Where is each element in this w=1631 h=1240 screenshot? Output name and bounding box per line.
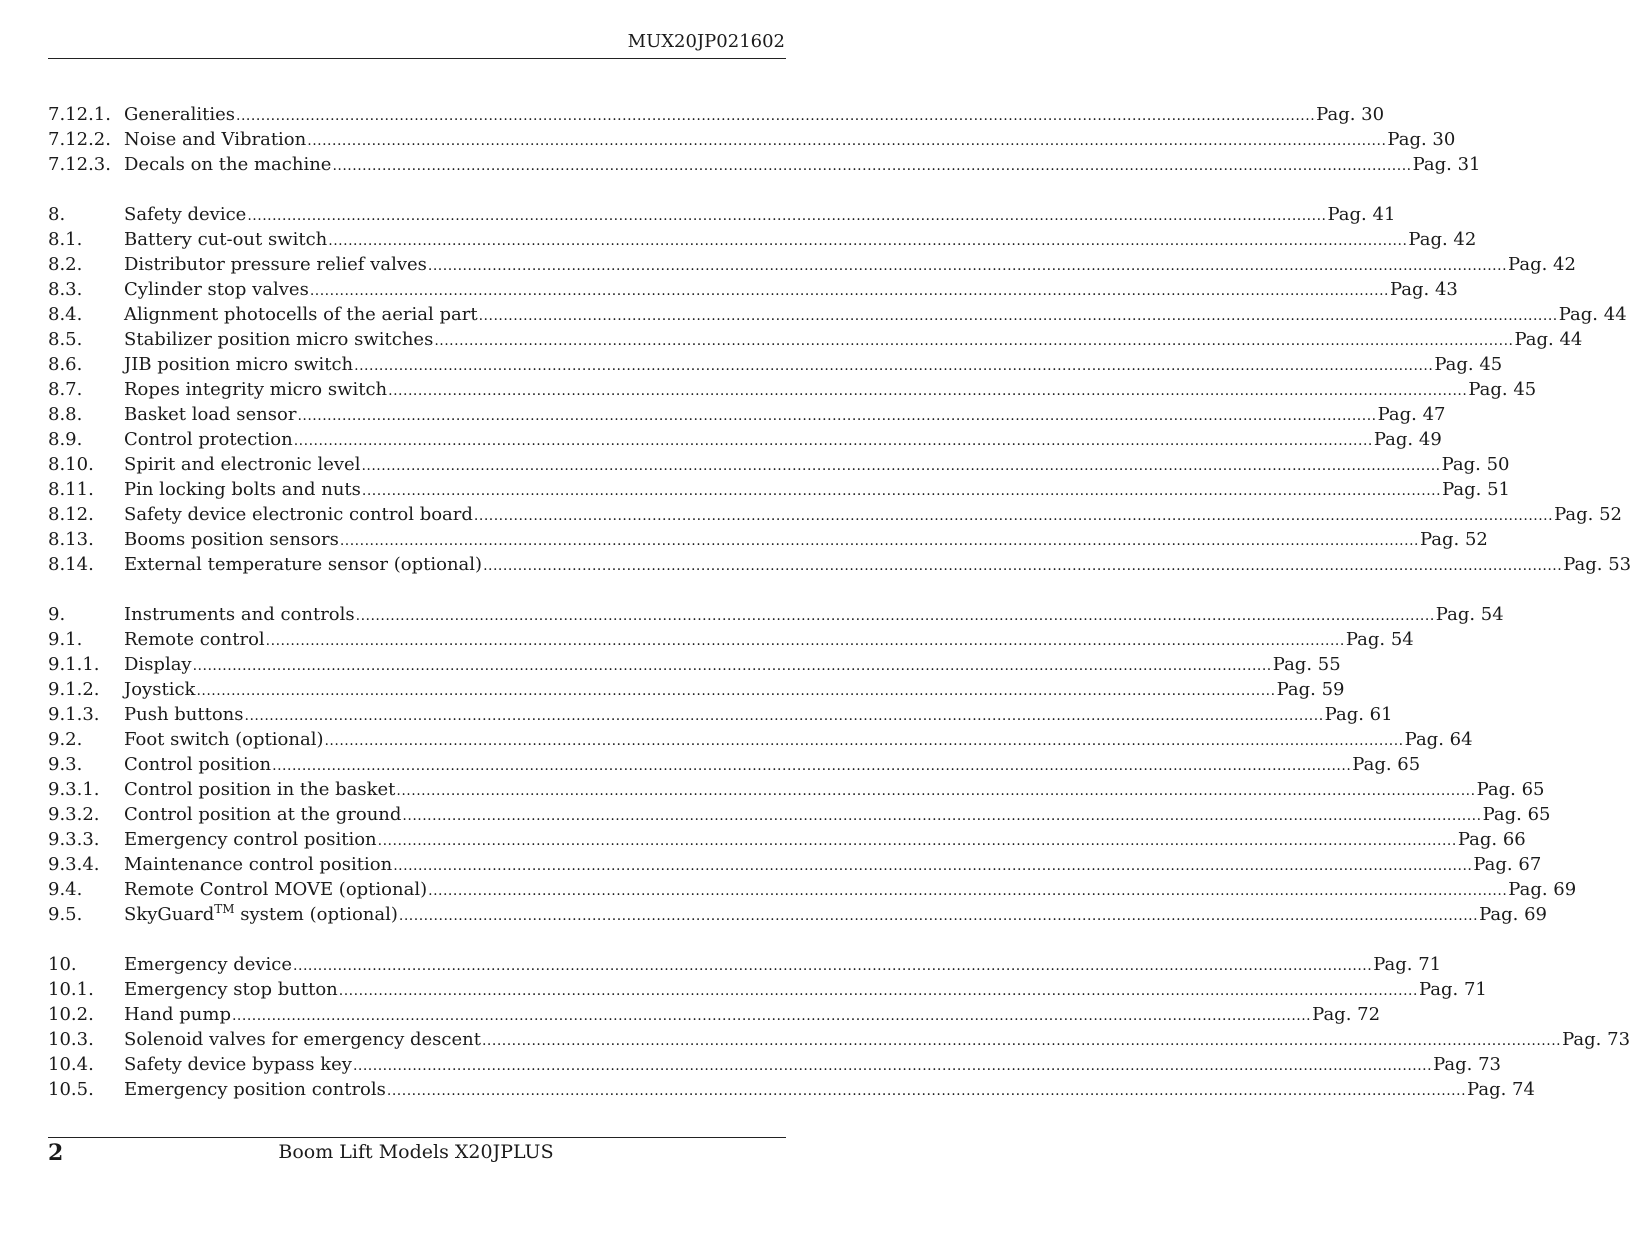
toc-entry[interactable] [48, 952, 1442, 977]
toc-entry-title [124, 627, 265, 652]
toc-entry-page: Pag. 73 [1433, 1054, 1501, 1075]
dot-leader: .......................................................................................................................................................................................................................... [386, 1083, 1467, 1099]
toc-entry-title-text: Emergency device [124, 954, 293, 975]
toc-entry-title [124, 327, 433, 352]
toc-entry-number: 8.8. [48, 404, 83, 425]
dot-leader: .......................................................................................................................................................................................................................... [377, 833, 1457, 849]
header-rule [48, 58, 786, 59]
toc-entry-number: 8.5. [48, 329, 83, 350]
toc-entry[interactable] [48, 602, 1504, 627]
toc-entry-number: 8.10. [48, 454, 94, 475]
dot-leader: .......................................................................................................................................................................................................................... [236, 108, 1316, 124]
footer-title: Boom Lift Models X20JPLUS [278, 1141, 554, 1163]
toc-entry-title [124, 202, 246, 227]
toc-section [48, 102, 1481, 177]
toc-entry[interactable] [48, 502, 1622, 527]
toc-entry-title [124, 1077, 386, 1102]
toc-entry-page: Pag. 52 [1554, 504, 1622, 525]
toc-entry-title [124, 1002, 231, 1027]
toc-entry-title [124, 1052, 352, 1077]
toc-entry-title-text: Display [124, 654, 192, 675]
toc-entry-title-text: Solenoid valves for emergency descent [124, 1029, 481, 1050]
toc-entry-number: 9.4. [48, 879, 83, 900]
toc-entry-title-text: Generalities [124, 104, 236, 125]
toc-entry-number: 8.3. [48, 279, 83, 300]
toc-entry-number: 8.11. [48, 479, 94, 500]
toc-entry[interactable] [48, 302, 1627, 327]
toc-entry[interactable] [48, 427, 1442, 452]
toc-entry-title-text: Safety device [124, 204, 247, 225]
toc-entry[interactable] [48, 252, 1576, 277]
toc-entry-number: 7.12.1. [48, 104, 111, 125]
toc-entry-number: 8. [48, 204, 66, 225]
toc-entry[interactable] [48, 652, 1341, 677]
document-code: MUX20JP021602 [627, 31, 785, 52]
dot-leader: .......................................................................................................................................................................................................................... [481, 1033, 1562, 1049]
toc-entry[interactable] [48, 827, 1526, 852]
dot-leader: .......................................................................................................................................................................................................................... [478, 308, 1558, 324]
toc-entry[interactable] [48, 102, 1385, 127]
toc-entry-title [124, 827, 377, 852]
toc-entry-number: 9. [48, 604, 66, 625]
toc-entry-page: Pag. 45 [1434, 354, 1503, 375]
dot-leader: .......................................................................................................................................................................................................................... [272, 758, 1352, 774]
toc-entry-title [124, 702, 244, 727]
dot-leader: .......................................................................................................................................................................................................................... [293, 433, 1373, 449]
toc-entry[interactable] [48, 452, 1510, 477]
toc-entry[interactable] [48, 402, 1446, 427]
toc-entry-title-text: Battery cut-out switch [124, 229, 328, 250]
toc-entry[interactable] [48, 802, 1551, 827]
toc-entry-number: 9.3.1. [48, 779, 100, 800]
toc-entry-page: Pag. 67 [1473, 854, 1542, 875]
dot-leader: .......................................................................................................................................................................................................................... [244, 708, 1324, 724]
toc-entry-page: Pag. 65 [1476, 779, 1545, 800]
toc-entry[interactable] [48, 1077, 1535, 1102]
toc-entry-number: 8.2. [48, 254, 83, 275]
toc-entry-title-text: JIB position micro switch [124, 354, 354, 375]
toc-entry[interactable] [48, 327, 1583, 352]
toc-entry-title-text: Emergency position controls [124, 1079, 386, 1100]
toc-entry-title [124, 727, 323, 752]
toc-entry-title-text: Pin locking bolts and nuts [124, 479, 361, 500]
toc-entry[interactable] [48, 127, 1456, 152]
toc-entry-title-text: Joystick [124, 679, 196, 700]
toc-entry-number: 9.5. [48, 904, 83, 925]
toc-entry-title [124, 1027, 481, 1052]
toc-entry[interactable] [48, 527, 1488, 552]
toc-entry-number: 10.4. [48, 1054, 94, 1075]
toc-entry-page: Pag. 65 [1482, 804, 1551, 825]
toc-entry-title-text: Stabilizer position micro switches [124, 329, 434, 350]
toc-entry-title-text: Spirit and electronic level [124, 454, 361, 475]
toc-entry-title [124, 777, 395, 802]
toc-entry-page: Pag. 69 [1508, 879, 1577, 900]
toc-entry-number: 8.14. [48, 554, 94, 575]
toc-entry-page: Pag. 50 [1441, 454, 1510, 475]
dot-leader: .......................................................................................................................................................................................................................... [352, 1058, 1433, 1074]
toc-entry[interactable] [48, 877, 1577, 902]
toc-entry-title-text: Decals on the machine [124, 154, 332, 175]
toc-entry-title-text: Push buttons [124, 704, 244, 725]
toc-entry-title-text: Safety device electronic control board [124, 504, 473, 525]
toc-entry-page: Pag. 71 [1418, 979, 1487, 1000]
toc-entry[interactable] [48, 227, 1477, 252]
dot-leader: .......................................................................................................................................................................................................................... [434, 333, 1514, 349]
toc-entry-number: 7.12.2. [48, 129, 111, 150]
dot-leader: .......................................................................................................................................................................................................................... [402, 808, 1482, 824]
toc-entry-title-text: Foot switch (optional) [124, 729, 324, 750]
toc-section [48, 952, 1631, 1102]
toc-entry-title [124, 802, 401, 827]
toc-entry[interactable] [48, 902, 1547, 927]
toc-entry-title [124, 402, 296, 427]
dot-leader: .......................................................................................................................................................................................................................... [265, 633, 1345, 649]
toc-entry[interactable] [48, 202, 1396, 227]
toc-entry[interactable] [48, 377, 1537, 402]
toc-entry-title-text: Instruments and controls [124, 604, 355, 625]
toc-entry-page: Pag. 49 [1373, 429, 1442, 450]
toc-entry-number: 8.4. [48, 304, 83, 325]
toc-entry[interactable] [48, 702, 1393, 727]
toc-section [48, 202, 1631, 577]
toc-entry-title [124, 852, 392, 877]
toc-entry-title [124, 977, 338, 1002]
toc-entry-page: Pag. 45 [1468, 379, 1537, 400]
toc-entry-title-text: Noise and Vibration [124, 129, 307, 150]
toc-entry-title [124, 102, 235, 127]
toc-entry-page: Pag. 55 [1272, 654, 1341, 675]
toc-entry[interactable] [48, 552, 1631, 577]
footer-rule [48, 1137, 786, 1138]
toc-entry[interactable] [48, 1027, 1631, 1052]
toc-entry-page: Pag. 54 [1345, 629, 1414, 650]
dot-leader: .......................................................................................................................................................................................................................... [428, 883, 1508, 899]
toc-entry-title-text: Cylinder stop valves [124, 279, 309, 300]
dot-leader: .......................................................................................................................................................................................................................... [361, 458, 1441, 474]
toc-entry-page: Pag. 44 [1558, 304, 1627, 325]
toc-entry-title-text: Remote Control MOVE (optional) [124, 879, 428, 900]
toc-entry-number: 9.1.2. [48, 679, 100, 700]
toc-entry-number: 10. [48, 954, 77, 975]
toc-entry-page: Pag. 73 [1562, 1029, 1631, 1050]
dot-leader: .......................................................................................................................................................................................................................... [307, 133, 1387, 149]
toc-entry-title [124, 502, 473, 527]
toc-entry-title [124, 427, 293, 452]
toc-entry-page: Pag. 64 [1404, 729, 1473, 750]
trademark-superscript: TM [214, 902, 235, 916]
toc-entry-title-text: Hand pump [124, 1004, 231, 1025]
toc-entry-number: 9.1.3. [48, 704, 100, 725]
toc-entry-title-text: Remote control [124, 629, 265, 650]
toc-entry-page: Pag. 72 [1312, 1004, 1381, 1025]
toc-entry-title-text: Control position in the basket [124, 779, 396, 800]
toc-entry[interactable] [48, 352, 1503, 377]
toc-entry-page: Pag. 61 [1324, 704, 1393, 725]
toc-entry-title [124, 302, 478, 327]
toc-entry-page: Pag. 66 [1457, 829, 1526, 850]
toc-entry-title-text: Control position at the ground [124, 804, 402, 825]
table-of-contents [48, 102, 1631, 1127]
toc-entry-number: 8.6. [48, 354, 83, 375]
toc-entry-number: 9.3.3. [48, 829, 100, 850]
toc-entry-title [124, 652, 192, 677]
toc-entry-title [124, 127, 306, 152]
dot-leader: .......................................................................................................................................................................................................................... [309, 283, 1389, 299]
toc-entry-title-text: Control protection [124, 429, 293, 450]
toc-entry-page: Pag. 71 [1373, 954, 1442, 975]
toc-entry-title [124, 602, 355, 627]
dot-leader: .......................................................................................................................................................................................................................... [338, 983, 1418, 999]
toc-entry-page: Pag. 30 [1316, 104, 1385, 125]
toc-entry-title [124, 752, 271, 777]
toc-entry-title-text: Emergency control position [124, 829, 377, 850]
dot-leader: .......................................................................................................................................................................................................................... [355, 608, 1435, 624]
dot-leader: .......................................................................................................................................................................................................................... [483, 558, 1563, 574]
toc-entry-title-text: Control position [124, 754, 272, 775]
toc-entry-title [124, 227, 327, 252]
toc-entry-title [124, 377, 387, 402]
toc-entry-title [124, 877, 427, 902]
toc-entry-number: 9.1.1. [48, 654, 100, 675]
toc-entry-page: Pag. 54 [1435, 604, 1504, 625]
toc-entry-title [124, 252, 427, 277]
toc-entry-page: Pag. 42 [1508, 254, 1576, 275]
toc-entry[interactable] [48, 777, 1545, 802]
toc-entry[interactable] [48, 1002, 1381, 1027]
dot-leader: .......................................................................................................................................................................................................................... [398, 908, 1479, 924]
toc-entry-number: 8.7. [48, 379, 83, 400]
toc-entry-number: 9.1. [48, 629, 83, 650]
toc-entry-number: 9.3.2. [48, 804, 100, 825]
toc-entry[interactable] [48, 477, 1510, 502]
toc-entry-page: Pag. 65 [1352, 754, 1421, 775]
toc-entry[interactable] [48, 727, 1473, 752]
dot-leader: .......................................................................................................................................................................................................................... [354, 358, 1434, 374]
toc-entry-page: Pag. 41 [1327, 204, 1396, 225]
dot-leader: .......................................................................................................................................................................................................................... [328, 233, 1408, 249]
toc-entry[interactable] [48, 977, 1487, 1002]
dot-leader: .......................................................................................................................................................................................................................... [324, 733, 1404, 749]
toc-entry-title [124, 527, 339, 552]
toc-entry-page: Pag. 31 [1412, 154, 1481, 175]
toc-entry-title [124, 477, 361, 502]
toc-entry-page: Pag. 59 [1276, 679, 1345, 700]
toc-entry-title-text: Alignment photocells of the aerial part [124, 304, 478, 325]
toc-entry-title-text: Distributor pressure relief valves [124, 254, 427, 275]
toc-entry-page: Pag. 51 [1442, 479, 1510, 500]
dot-leader: .......................................................................................................................................................................................................................... [247, 208, 1327, 224]
toc-entry-page: Pag. 43 [1389, 279, 1458, 300]
toc-entry-number: 9.3. [48, 754, 83, 775]
toc-entry-title [124, 552, 482, 577]
dot-leader: .......................................................................................................................................................................................................................... [473, 508, 1554, 524]
dot-leader: .......................................................................................................................................................................................................................... [192, 658, 1272, 674]
dot-leader: .......................................................................................................................................................................................................................... [339, 533, 1419, 549]
toc-entry-title-text: Booms position sensors [124, 529, 339, 550]
toc-entry-title-text: Basket load sensor [124, 404, 297, 425]
toc-entry-page: Pag. 44 [1514, 329, 1583, 350]
toc-entry-number: 10.1. [48, 979, 94, 1000]
toc-entry[interactable] [48, 677, 1345, 702]
toc-entry-page: Pag. 30 [1387, 129, 1456, 150]
toc-entry-number: 9.2. [48, 729, 83, 750]
dot-leader: .......................................................................................................................................................................................................................... [361, 483, 1442, 499]
toc-entry-number: 9.3.4. [48, 854, 100, 875]
toc-entry-title-text: Emergency stop button [124, 979, 338, 1000]
toc-entry-title [124, 277, 309, 302]
toc-entry-title-text: SkyGuard [124, 904, 215, 925]
toc-entry[interactable] [48, 752, 1421, 777]
toc-entry-title [124, 352, 353, 377]
toc-entry-number: 8.1. [48, 229, 83, 250]
dot-leader: .......................................................................................................................................................................................................................... [427, 258, 1508, 274]
toc-entry-title [124, 677, 195, 702]
dot-leader: .......................................................................................................................................................................................................................... [231, 1008, 1312, 1024]
dot-leader: .......................................................................................................................................................................................................................... [396, 783, 1476, 799]
toc-entry-title-suffix: system (optional) [234, 904, 398, 925]
dot-leader: .......................................................................................................................................................................................................................... [388, 383, 1468, 399]
toc-entry-number: 8.9. [48, 429, 83, 450]
toc-entry[interactable] [48, 1052, 1501, 1077]
toc-entry-title-text: Maintenance control position [124, 854, 393, 875]
toc-entry-title [124, 902, 398, 927]
toc-entry-number: 8.13. [48, 529, 94, 550]
toc-entry[interactable] [48, 277, 1458, 302]
toc-section [48, 602, 1577, 927]
toc-entry-page: Pag. 74 [1467, 1079, 1535, 1100]
dot-leader: .......................................................................................................................................................................................................................... [297, 408, 1377, 424]
toc-entry-title-text: Ropes integrity micro switch [124, 379, 388, 400]
dot-leader: .......................................................................................................................................................................................................................... [393, 858, 1473, 874]
dot-leader: .......................................................................................................................................................................................................................... [293, 958, 1373, 974]
toc-entry-page: Pag. 42 [1408, 229, 1477, 250]
dot-leader: .......................................................................................................................................................................................................................... [196, 683, 1276, 699]
toc-entry-page: Pag. 47 [1377, 404, 1446, 425]
toc-entry[interactable] [48, 152, 1481, 177]
toc-entry[interactable] [48, 852, 1542, 877]
toc-entry-page: Pag. 52 [1419, 529, 1488, 550]
toc-entry-title-text: Safety device bypass key [124, 1054, 352, 1075]
toc-entry-page: Pag. 53 [1563, 554, 1631, 575]
toc-entry[interactable] [48, 627, 1414, 652]
dot-leader: .......................................................................................................................................................................................................................... [332, 158, 1412, 174]
toc-entry-title [124, 952, 292, 977]
toc-entry-title [124, 152, 331, 177]
page-number: 2 [48, 1140, 64, 1166]
toc-entry-number: 8.12. [48, 504, 94, 525]
toc-entry-number: 10.2. [48, 1004, 94, 1025]
toc-entry-number: 10.5. [48, 1079, 94, 1100]
toc-entry-title-text: External temperature sensor (optional) [124, 554, 483, 575]
toc-entry-number: 10.3. [48, 1029, 94, 1050]
toc-entry-page: Pag. 69 [1479, 904, 1547, 925]
toc-entry-title [124, 452, 360, 477]
toc-entry-number: 7.12.3. [48, 154, 111, 175]
